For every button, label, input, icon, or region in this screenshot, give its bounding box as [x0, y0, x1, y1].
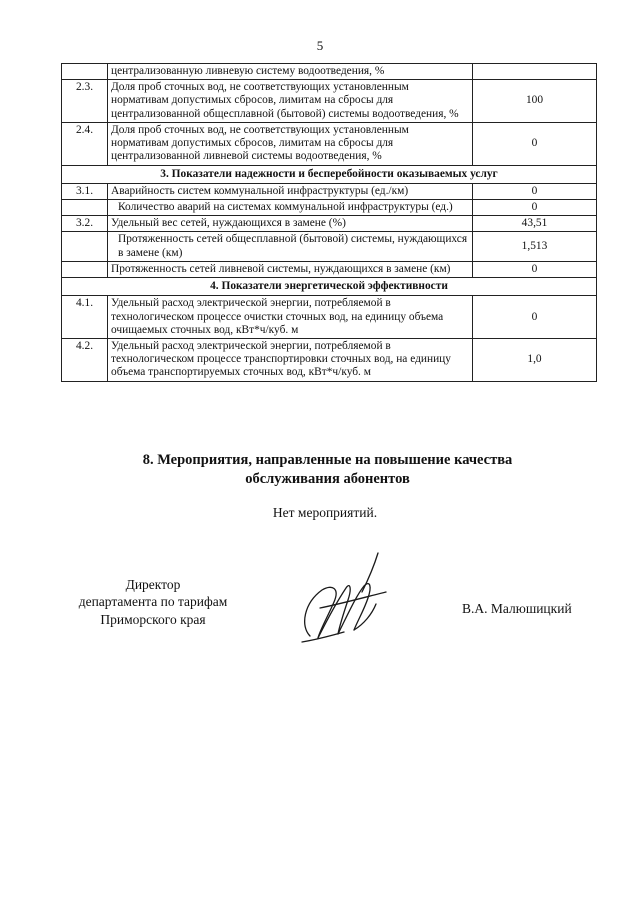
- indicator-value: 0: [473, 261, 597, 277]
- table-row: [62, 183, 597, 199]
- row-number: 4.2.: [62, 338, 108, 381]
- indicators-table: [61, 63, 597, 382]
- section-8-heading-line2: обслуживания абонентов: [245, 470, 410, 487]
- table-section-row: [62, 278, 597, 296]
- table-row: [62, 232, 597, 261]
- handwritten-signature-icon: [290, 548, 400, 648]
- indicator-name: Количество аварий на системах коммунальной инфраструктуры (ед.): [108, 199, 473, 215]
- row-number: [62, 199, 108, 215]
- signatory-title-line2: департамента по тарифам: [78, 594, 228, 610]
- table-row: [62, 296, 597, 339]
- section-8-heading-line1: 8. Мероприятия, направленные на повышение качества: [142, 452, 513, 468]
- no-measures-text: Нет мероприятий.: [272, 505, 378, 520]
- signatory-title-line3: Приморского края: [100, 611, 206, 627]
- row-number: 2.3.: [62, 80, 108, 123]
- indicator-name: Протяженность сетей ливневой системы, нуждающихся в замене (км): [108, 261, 473, 277]
- table-row: [62, 338, 597, 381]
- table-row: [62, 216, 597, 232]
- indicator-value: 1,513: [473, 232, 597, 261]
- section-heading: 4. Показатели энергетической эффективности: [62, 278, 597, 296]
- indicator-name: централизованную ливневую систему водоотведения, %: [108, 64, 473, 80]
- signatory-name: В.А. Малюшицкий: [462, 601, 572, 616]
- row-number: [62, 232, 108, 261]
- indicator-value: 0: [473, 199, 597, 215]
- table-row: [62, 199, 597, 215]
- indicator-name: Удельный расход электрической энергии, потребляемой в технологическом процессе очистки сточных вод, на единицу объема очищаемых сточных вод, кВт*ч/куб. м: [108, 296, 473, 339]
- row-number: [62, 64, 108, 80]
- indicator-name: Доля проб сточных вод, не соответствующих установленным нормативам допустимых сбросов, лимитам на сбросы для централизованной ливневой системы водоотведения, %: [108, 122, 473, 165]
- table-row: [62, 261, 597, 277]
- indicator-name: Доля проб сточных вод, не соответствующих установленным нормативам допустимых сбросов, лимитам на сбросы для централизованной общесплавной (бытовой) системы водоотведения, %: [108, 80, 473, 123]
- signatory-title-line1: Директор: [125, 577, 181, 592]
- row-number: 2.4.: [62, 122, 108, 165]
- row-number: 3.1.: [62, 183, 108, 199]
- indicator-name: Аварийность систем коммунальной инфраструктуры (ед./км): [108, 183, 473, 199]
- indicator-value: 0: [473, 122, 597, 165]
- table-row: [62, 64, 597, 80]
- section-8-heading: [60, 451, 595, 489]
- indicator-value: 43,51: [473, 216, 597, 232]
- table-row: [62, 122, 597, 165]
- indicator-value: 0: [473, 183, 597, 199]
- row-number: 4.1.: [62, 296, 108, 339]
- indicator-value: 1,0: [473, 338, 597, 381]
- indicator-name: Удельный расход электрической энергии, потребляемой в технологическом процессе транспортировки сточных вод, на единицу объема транспортируемых сточных вод, кВт*ч/куб. м: [108, 338, 473, 381]
- row-number: [62, 261, 108, 277]
- table-row: [62, 80, 597, 123]
- row-number: 3.2.: [62, 216, 108, 232]
- indicator-value: 100: [473, 80, 597, 123]
- section-heading: 3. Показатели надежности и бесперебойности оказываемых услуг: [62, 165, 597, 183]
- page-number: 5: [316, 38, 324, 53]
- indicator-name: Протяженность сетей общесплавной (бытовой) системы, нуждающихся в замене (км): [108, 232, 473, 261]
- table-section-row: [62, 165, 597, 183]
- indicator-value: [473, 64, 597, 80]
- indicator-name: Удельный вес сетей, нуждающихся в замене (%): [108, 216, 473, 232]
- signatory-title: [48, 576, 258, 628]
- indicator-value: 0: [473, 296, 597, 339]
